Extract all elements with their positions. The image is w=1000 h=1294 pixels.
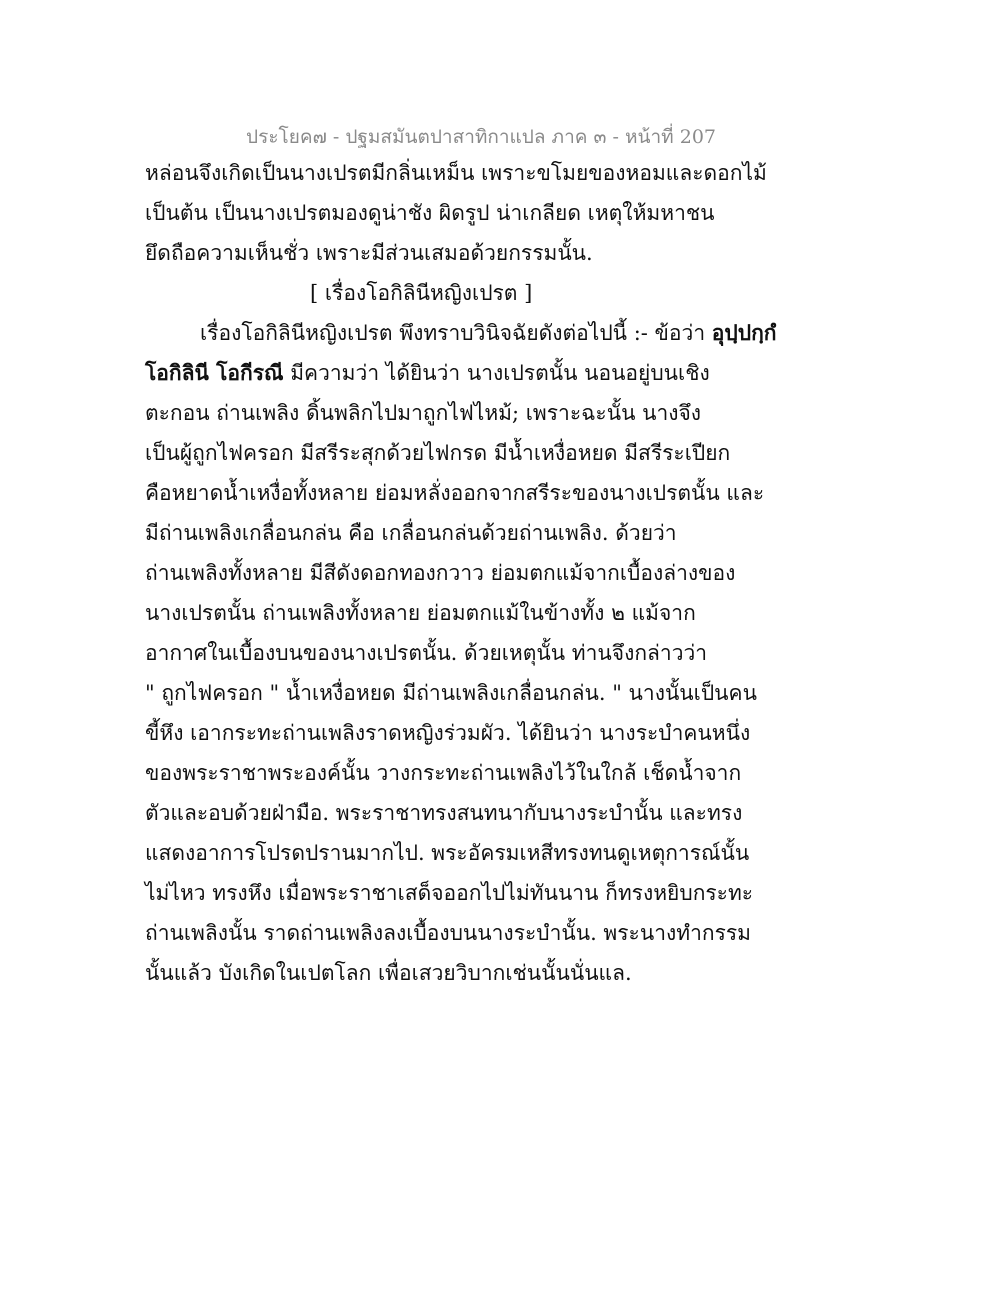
body-line-17: ตัวและอบด้วยฝ่ามือ. พระราชาทรงสนทนากับนางระบำนั้น และทรง xyxy=(145,801,743,825)
body-line-20: ถ่านเพลิงนั้น ราดถ่านเพลิงลงเบื้องบนนางระบำนั้น. พระนางทำกรรม xyxy=(145,921,751,945)
body-line-5 xyxy=(200,318,777,348)
body-line-9: คือหยาดน้ำเหงื่อทั้งหลาย ย่อมหลั่งออกจากสรีระของนางเปรตนั้น และ xyxy=(145,481,765,505)
body-line-12: นางเปรตนั้น ถ่านเพลิงทั้งหลาย ย่อมตกแม้ในข้างทั้ง ๒ แม้จาก xyxy=(145,601,696,625)
body-line-2: เป็นต้น เป็นนางเปรตมองดูน่าชัง ผิดรูป น่าเกลียด เหตุให้มหาชน xyxy=(145,201,715,225)
body-line-19: ไม่ไหว ทรงหึง เมื่อพระราชาเสด็จออกไปไม่ทันนาน ก็ทรงหยิบกระทะ xyxy=(145,881,754,905)
body-line-3: ยึดถือความเห็นชั่ว เพราะมีส่วนเสมอด้วยกรรมนั้น. xyxy=(145,241,593,265)
body-line-16: ของพระราชาพระองค์นั้น วางกระทะถ่านเพลิงไว้ในใกล้ เช็ดน้ำจาก xyxy=(145,761,742,785)
pali-term-uppakkam: อุปฺปกฺกํ xyxy=(711,320,777,345)
body-line-14: " ถูกไฟครอก " น้ำเหงื่อหยด มีถ่านเพลิงเกลื่อนกล่น. " นางนั้นเป็นคน xyxy=(145,681,757,705)
body-line-15: ขี้หึง เอากระทะถ่านเพลิงราดหญิงร่วมผัว. ได้ยินว่า นางระบำคนหนึ่ง xyxy=(145,721,751,745)
body-line-18: แสดงอาการโปรดปรานมากไป. พระอัครมเหสีทรงทนดูเหตุการณ์นั้น xyxy=(145,841,750,865)
body-line-5-text: เรื่องโอกิลินีหญิงเปรต พึงทราบวินิจฉัยดังต่อไปนี้ :- ข้อว่า xyxy=(200,321,706,345)
body-line-1: หล่อนจึงเกิดเป็นนางเปรตมีกลิ่นเหม็น เพราะขโมยของหอมและดอกไม้ xyxy=(145,161,767,185)
running-header: ประโยค๗ - ปฐมสมันตปาสาทิกาแปล ภาค ๓ - หน้าที่ 207 xyxy=(246,126,716,148)
body-line-21: นั้นแล้ว บังเกิดในเปตโลก เพื่อเสวยวิบากเช่นนั้นนั่นแล. xyxy=(145,961,632,985)
body-line-13: อากาศในเบื้องบนของนางเปรตนั้น. ด้วยเหตุนั้น ท่านจึงกล่าวว่า xyxy=(145,641,708,665)
body-line-8: เป็นผู้ถูกไฟครอก มีสรีระสุกด้วยไฟกรด มีน้ำเหงื่อหยด มีสรีระเปียก xyxy=(145,441,731,465)
body-line-11: ถ่านเพลิงทั้งหลาย มีสีดังดอกทองกวาว ย่อมตกแม้จากเบื้องล่างของ xyxy=(145,561,736,585)
section-heading: [ เรื่องโอกิลินีหญิงเปรต ] xyxy=(310,281,533,305)
body-line-7: ตะกอน ถ่านเพลิง ดิ้นพลิกไปมาถูกไฟไหม้; เพราะฉะนั้น นางจึง xyxy=(145,401,702,425)
body-line-10: มีถ่านเพลิงเกลื่อนกล่น คือ เกลื่อนกล่นด้วยถ่านเพลิง. ด้วยว่า xyxy=(145,521,677,545)
body-line-6 xyxy=(145,358,710,388)
body-line-6-text: มีความว่า ได้ยินว่า นางเปรตนั้น นอนอยู่บนเชิง xyxy=(290,361,710,385)
pali-term-okilini-okirani: โอกิลินี โอกีรณี xyxy=(145,360,284,385)
